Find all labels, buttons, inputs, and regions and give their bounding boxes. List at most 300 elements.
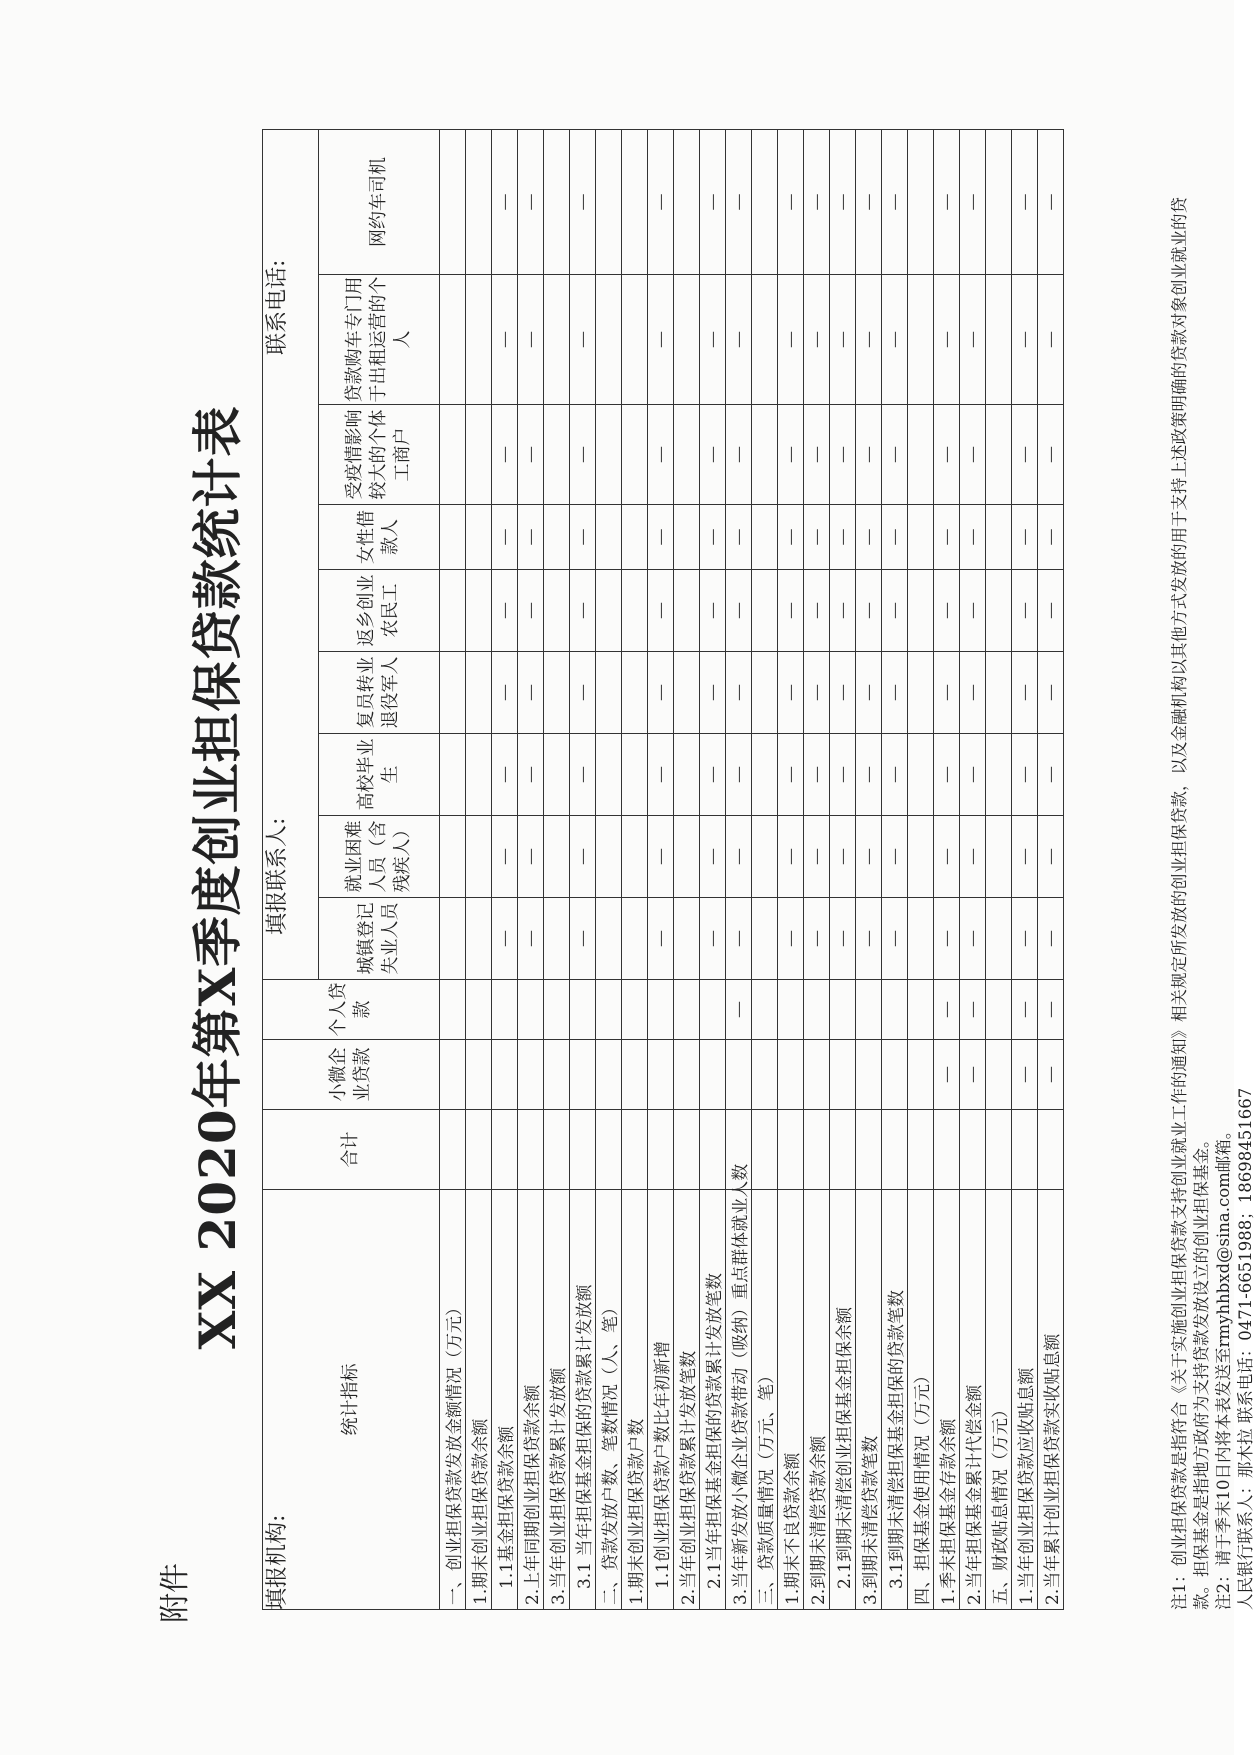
table-row (596, 129, 622, 1609)
empty-cell[interactable] (778, 1040, 804, 1110)
table-row (440, 129, 466, 1609)
dash-cell: — (1038, 898, 1064, 980)
dash-cell: — (1012, 405, 1038, 505)
empty-cell[interactable] (986, 405, 1012, 505)
header-personal-col: 返乡创业农民工 (319, 570, 440, 652)
empty-cell[interactable] (466, 1040, 492, 1110)
dash-cell: — (570, 816, 596, 898)
table-row (492, 129, 518, 1609)
dash-cell: — (648, 405, 674, 505)
empty-cell[interactable] (752, 129, 778, 274)
empty-cell[interactable] (596, 505, 622, 570)
empty-cell[interactable] (674, 570, 700, 652)
dash-cell: — (518, 505, 544, 570)
empty-cell[interactable] (596, 816, 622, 898)
empty-cell[interactable] (596, 1040, 622, 1110)
dash-cell: — (960, 570, 986, 652)
empty-cell[interactable] (440, 570, 466, 652)
empty-cell[interactable] (674, 816, 700, 898)
dash-cell: — (856, 652, 882, 734)
dash-cell: — (700, 505, 726, 570)
dash-cell: — (960, 652, 986, 734)
empty-cell[interactable] (622, 1040, 648, 1110)
empty-cell[interactable] (986, 980, 1012, 1040)
dash-cell: — (934, 275, 960, 405)
empty-cell[interactable] (986, 816, 1012, 898)
dash-cell: — (856, 275, 882, 405)
row-label: 1.当年创业担保贷款应收贴息额 (1012, 1190, 1038, 1610)
dash-cell: — (492, 652, 518, 734)
dash-cell: — (882, 734, 908, 816)
dash-cell: — (518, 570, 544, 652)
dash-cell: — (778, 570, 804, 652)
empty-cell[interactable] (466, 980, 492, 1040)
empty-cell[interactable] (752, 1110, 778, 1190)
row-label: 一、创业担保贷款发放金额情况（万元） (440, 1190, 466, 1610)
empty-cell[interactable] (440, 1040, 466, 1110)
empty-cell[interactable] (440, 505, 466, 570)
dash-cell: — (1038, 652, 1064, 734)
dash-cell: — (700, 652, 726, 734)
row-label: 2.1当年担保基金担保的贷款累计发放笔数 (700, 1190, 726, 1610)
dash-cell: — (1012, 505, 1038, 570)
dash-cell: — (830, 898, 856, 980)
dash-cell: — (1012, 275, 1038, 405)
row-label: 2.当年担保基金累计代偿金额 (960, 1190, 986, 1610)
header-spacer (263, 129, 319, 979)
empty-cell[interactable] (622, 129, 648, 274)
dash-cell: — (1012, 980, 1038, 1040)
empty-cell[interactable] (544, 816, 570, 898)
empty-cell[interactable] (492, 1040, 518, 1110)
empty-cell[interactable] (622, 898, 648, 980)
empty-cell[interactable] (726, 1040, 752, 1110)
empty-cell[interactable] (674, 275, 700, 405)
empty-cell[interactable] (752, 898, 778, 980)
attachment-label: 附件 (158, 1563, 193, 1623)
dash-cell: — (648, 816, 674, 898)
empty-cell[interactable] (518, 1040, 544, 1110)
empty-cell[interactable] (778, 980, 804, 1040)
dash-cell: — (934, 570, 960, 652)
dash-cell: — (1012, 129, 1038, 274)
dash-cell: — (648, 652, 674, 734)
empty-cell[interactable] (570, 1110, 596, 1190)
empty-cell[interactable] (518, 1110, 544, 1190)
empty-cell[interactable] (986, 505, 1012, 570)
empty-cell[interactable] (466, 570, 492, 652)
dash-cell: — (960, 980, 986, 1040)
empty-cell[interactable] (570, 980, 596, 1040)
empty-cell[interactable] (544, 1110, 570, 1190)
row-label: 五、财政贴息情况（万元） (986, 1190, 1012, 1610)
header-personal-col: 就业困难人员（含残疾人） (319, 816, 440, 898)
empty-cell[interactable] (544, 129, 570, 274)
row-label: 1.期末不良贷款余额 (778, 1190, 804, 1610)
dash-cell: — (570, 898, 596, 980)
dash-cell: — (570, 505, 596, 570)
empty-cell[interactable] (908, 816, 934, 898)
empty-cell[interactable] (986, 652, 1012, 734)
empty-cell[interactable] (622, 734, 648, 816)
dash-cell: — (804, 275, 830, 405)
empty-cell[interactable] (596, 652, 622, 734)
dash-cell: — (570, 652, 596, 734)
dash-cell: — (804, 652, 830, 734)
empty-cell[interactable] (492, 980, 518, 1040)
empty-cell[interactable] (856, 980, 882, 1040)
empty-cell[interactable] (882, 980, 908, 1040)
empty-cell[interactable] (1038, 1110, 1064, 1190)
row-label: 1.1基金担保贷款余额 (492, 1190, 518, 1610)
empty-cell[interactable] (622, 980, 648, 1040)
empty-cell[interactable] (908, 570, 934, 652)
dash-cell: — (648, 129, 674, 274)
dash-cell: — (518, 652, 544, 734)
empty-cell[interactable] (440, 980, 466, 1040)
empty-cell[interactable] (648, 980, 674, 1040)
empty-cell[interactable] (908, 898, 934, 980)
empty-cell[interactable] (908, 1110, 934, 1190)
header-personal-col: 受疫情影响较大的个体工商户 (319, 405, 440, 505)
empty-cell[interactable] (648, 1110, 674, 1190)
empty-cell[interactable] (466, 275, 492, 405)
empty-cell[interactable] (908, 980, 934, 1040)
empty-cell[interactable] (960, 1110, 986, 1190)
empty-cell[interactable] (622, 1110, 648, 1190)
empty-cell[interactable] (700, 1110, 726, 1190)
row-label: 2.上年同期创业担保贷款余额 (518, 1190, 544, 1610)
dash-cell: — (934, 980, 960, 1040)
dash-cell: — (882, 129, 908, 274)
dash-cell: — (1038, 505, 1064, 570)
dash-cell: — (518, 734, 544, 816)
empty-cell[interactable] (674, 1110, 700, 1190)
dash-cell: — (726, 570, 752, 652)
dash-cell: — (856, 816, 882, 898)
empty-cell[interactable] (596, 129, 622, 274)
empty-cell[interactable] (882, 1040, 908, 1110)
dash-cell: — (856, 898, 882, 980)
table-row (934, 129, 960, 1609)
dash-cell: — (856, 734, 882, 816)
empty-cell[interactable] (908, 275, 934, 405)
empty-cell[interactable] (544, 505, 570, 570)
dash-cell: — (570, 129, 596, 274)
dash-cell: — (492, 505, 518, 570)
header-personal-col: 复员转业退役军人 (319, 652, 440, 734)
dash-cell: — (1038, 275, 1064, 405)
dash-cell: — (1038, 129, 1064, 274)
dash-cell: — (570, 734, 596, 816)
empty-cell[interactable] (440, 816, 466, 898)
dash-cell: — (778, 129, 804, 274)
empty-cell[interactable] (700, 980, 726, 1040)
empty-cell[interactable] (466, 405, 492, 505)
empty-cell[interactable] (596, 980, 622, 1040)
dash-cell: — (726, 652, 752, 734)
dash-cell: — (700, 275, 726, 405)
empty-cell[interactable] (752, 405, 778, 505)
empty-cell[interactable] (934, 1110, 960, 1190)
empty-cell[interactable] (622, 816, 648, 898)
empty-cell[interactable] (544, 405, 570, 505)
header-row-1 (263, 129, 319, 1609)
empty-cell[interactable] (1012, 1110, 1038, 1190)
header-small-business: 小微企业贷款 (263, 1040, 440, 1110)
empty-cell[interactable] (674, 898, 700, 980)
dash-cell: — (856, 505, 882, 570)
empty-cell[interactable] (882, 1110, 908, 1190)
empty-cell[interactable] (804, 1040, 830, 1110)
empty-cell[interactable] (674, 129, 700, 274)
empty-cell[interactable] (596, 1110, 622, 1190)
empty-cell[interactable] (986, 275, 1012, 405)
empty-cell[interactable] (544, 570, 570, 652)
row-label: 3.当年新发放小微企业贷款带动（吸纳）重点群体就业人数 (726, 1190, 752, 1610)
dash-cell: — (700, 734, 726, 816)
dash-cell: — (700, 129, 726, 274)
dash-cell: — (1038, 980, 1064, 1040)
empty-cell[interactable] (544, 898, 570, 980)
empty-cell[interactable] (752, 734, 778, 816)
empty-cell[interactable] (570, 1040, 596, 1110)
dash-cell: — (960, 816, 986, 898)
dash-cell: — (882, 570, 908, 652)
row-label: 2.当年累计创业担保贷款实收贴息额 (1038, 1190, 1064, 1610)
dash-cell: — (804, 734, 830, 816)
empty-cell[interactable] (440, 734, 466, 816)
empty-cell[interactable] (804, 980, 830, 1040)
dash-cell: — (934, 898, 960, 980)
empty-cell[interactable] (752, 652, 778, 734)
empty-cell[interactable] (596, 734, 622, 816)
dash-cell: — (934, 816, 960, 898)
table-row (856, 129, 882, 1609)
empty-cell[interactable] (830, 980, 856, 1040)
empty-cell[interactable] (440, 898, 466, 980)
dash-cell: — (934, 405, 960, 505)
dash-cell: — (492, 405, 518, 505)
note-line: 款。担保基金是指地方政府为支持贷款发放设立的创业担保基金。 (1192, 1131, 1211, 1610)
dash-cell: — (1038, 1040, 1064, 1110)
empty-cell[interactable] (986, 1040, 1012, 1110)
dash-cell: — (726, 734, 752, 816)
empty-cell[interactable] (544, 652, 570, 734)
empty-cell[interactable] (908, 405, 934, 505)
empty-cell[interactable] (466, 652, 492, 734)
phone-label: 联系电话: (265, 259, 290, 355)
empty-cell[interactable] (466, 898, 492, 980)
dash-cell: — (518, 816, 544, 898)
row-label: 1.季末担保基金存款余额 (934, 1190, 960, 1610)
empty-cell[interactable] (986, 570, 1012, 652)
empty-cell[interactable] (596, 275, 622, 405)
empty-cell[interactable] (830, 1110, 856, 1190)
table-row (986, 129, 1012, 1609)
row-label: 1.期末创业担保贷款户数 (622, 1190, 648, 1610)
empty-cell[interactable] (986, 1110, 1012, 1190)
empty-cell[interactable] (778, 1110, 804, 1190)
empty-cell[interactable] (674, 734, 700, 816)
empty-cell[interactable] (596, 898, 622, 980)
dash-cell: — (804, 898, 830, 980)
empty-cell[interactable] (752, 505, 778, 570)
empty-cell[interactable] (674, 652, 700, 734)
dash-cell: — (960, 1040, 986, 1110)
empty-cell[interactable] (622, 405, 648, 505)
dash-cell: — (726, 980, 752, 1040)
dash-cell: — (1038, 570, 1064, 652)
empty-cell[interactable] (440, 652, 466, 734)
empty-cell[interactable] (544, 980, 570, 1040)
row-label: 3.到期未清偿贷款笔数 (856, 1190, 882, 1610)
empty-cell[interactable] (986, 734, 1012, 816)
dash-cell: — (1012, 652, 1038, 734)
dash-cell: — (1038, 405, 1064, 505)
table-row (674, 129, 700, 1609)
header-personal-col: 贷款购车专门用于出租运营的个人 (319, 275, 440, 405)
dash-cell: — (648, 275, 674, 405)
dash-cell: — (518, 405, 544, 505)
dash-cell: — (726, 816, 752, 898)
empty-cell[interactable] (752, 275, 778, 405)
dash-cell: — (700, 405, 726, 505)
dash-cell: — (778, 275, 804, 405)
dash-cell: — (570, 570, 596, 652)
empty-cell[interactable] (622, 652, 648, 734)
dash-cell: — (960, 505, 986, 570)
empty-cell[interactable] (648, 1040, 674, 1110)
page-title: XX 2020年第X季度创业担保贷款统计表 (188, 405, 247, 1350)
row-label: 1.期末创业担保贷款余额 (466, 1190, 492, 1610)
dash-cell: — (882, 405, 908, 505)
empty-cell[interactable] (466, 505, 492, 570)
table-row (960, 129, 986, 1609)
row-label: 1.1创业担保贷款户数比年初新增 (648, 1190, 674, 1610)
table-row (778, 129, 804, 1609)
empty-cell[interactable] (518, 980, 544, 1040)
empty-cell[interactable] (674, 505, 700, 570)
dash-cell: — (960, 898, 986, 980)
empty-cell[interactable] (674, 1040, 700, 1110)
empty-cell[interactable] (596, 570, 622, 652)
empty-cell[interactable] (622, 570, 648, 652)
empty-cell[interactable] (622, 275, 648, 405)
empty-cell[interactable] (856, 1040, 882, 1110)
empty-cell[interactable] (492, 1110, 518, 1190)
dash-cell: — (1012, 898, 1038, 980)
table-row (726, 129, 752, 1609)
empty-cell[interactable] (466, 129, 492, 274)
dash-cell: — (700, 898, 726, 980)
dash-cell: — (648, 734, 674, 816)
dash-cell: — (804, 405, 830, 505)
dash-cell: — (778, 505, 804, 570)
dash-cell: — (726, 275, 752, 405)
empty-cell[interactable] (544, 1040, 570, 1110)
dash-cell: — (830, 129, 856, 274)
row-label: 二、贷款发放户数、笔数情况（人、笔） (596, 1190, 622, 1610)
empty-cell[interactable] (440, 275, 466, 405)
empty-cell[interactable] (752, 1040, 778, 1110)
empty-cell[interactable] (908, 129, 934, 274)
table-row (804, 129, 830, 1609)
dash-cell: — (726, 405, 752, 505)
empty-cell[interactable] (622, 505, 648, 570)
header-personal-col: 女性借款人 (319, 505, 440, 570)
table-row (648, 129, 674, 1609)
dash-cell: — (804, 129, 830, 274)
contact-label: 填报联系人: (265, 817, 290, 935)
empty-cell[interactable] (830, 1040, 856, 1110)
empty-cell[interactable] (440, 405, 466, 505)
empty-cell[interactable] (908, 505, 934, 570)
dash-cell: — (934, 652, 960, 734)
empty-cell[interactable] (544, 734, 570, 816)
org-label: 填报机构: (265, 1514, 290, 1610)
table-row (752, 129, 778, 1609)
empty-cell[interactable] (700, 1040, 726, 1110)
empty-cell[interactable] (466, 816, 492, 898)
empty-cell[interactable] (986, 898, 1012, 980)
dash-cell: — (830, 405, 856, 505)
empty-cell[interactable] (986, 129, 1012, 274)
table-body (440, 129, 1064, 1609)
dash-cell: — (882, 816, 908, 898)
dash-cell: — (648, 570, 674, 652)
row-label: 3.当年创业担保贷款累计发放额 (544, 1190, 570, 1610)
table-row (908, 129, 934, 1609)
dash-cell: — (856, 405, 882, 505)
dash-cell: — (830, 275, 856, 405)
empty-cell[interactable] (466, 734, 492, 816)
dash-cell: — (830, 652, 856, 734)
empty-cell[interactable] (908, 734, 934, 816)
empty-cell[interactable] (804, 1110, 830, 1190)
empty-cell[interactable] (440, 1110, 466, 1190)
empty-cell[interactable] (674, 405, 700, 505)
empty-cell[interactable] (674, 980, 700, 1040)
dash-cell: — (778, 405, 804, 505)
empty-cell[interactable] (908, 652, 934, 734)
table-row (570, 129, 596, 1609)
row-label: 三、贷款质量情况（万元、笔） (752, 1190, 778, 1610)
empty-cell[interactable] (440, 129, 466, 274)
empty-cell[interactable] (752, 980, 778, 1040)
empty-cell[interactable] (596, 405, 622, 505)
dash-cell: — (934, 1040, 960, 1110)
row-label: 2.到期未清偿贷款余额 (804, 1190, 830, 1610)
dash-cell: — (960, 734, 986, 816)
dash-cell: — (700, 816, 726, 898)
empty-cell[interactable] (466, 1110, 492, 1190)
dash-cell: — (960, 405, 986, 505)
dash-cell: — (726, 505, 752, 570)
dash-cell: — (648, 505, 674, 570)
dash-cell: — (856, 570, 882, 652)
empty-cell[interactable] (752, 816, 778, 898)
empty-cell[interactable] (544, 275, 570, 405)
empty-cell[interactable] (856, 1110, 882, 1190)
dash-cell: — (492, 570, 518, 652)
dash-cell: — (804, 570, 830, 652)
dash-cell: — (778, 652, 804, 734)
dash-cell: — (1012, 816, 1038, 898)
dash-cell: — (492, 734, 518, 816)
empty-cell[interactable] (908, 1040, 934, 1110)
empty-cell[interactable] (752, 570, 778, 652)
